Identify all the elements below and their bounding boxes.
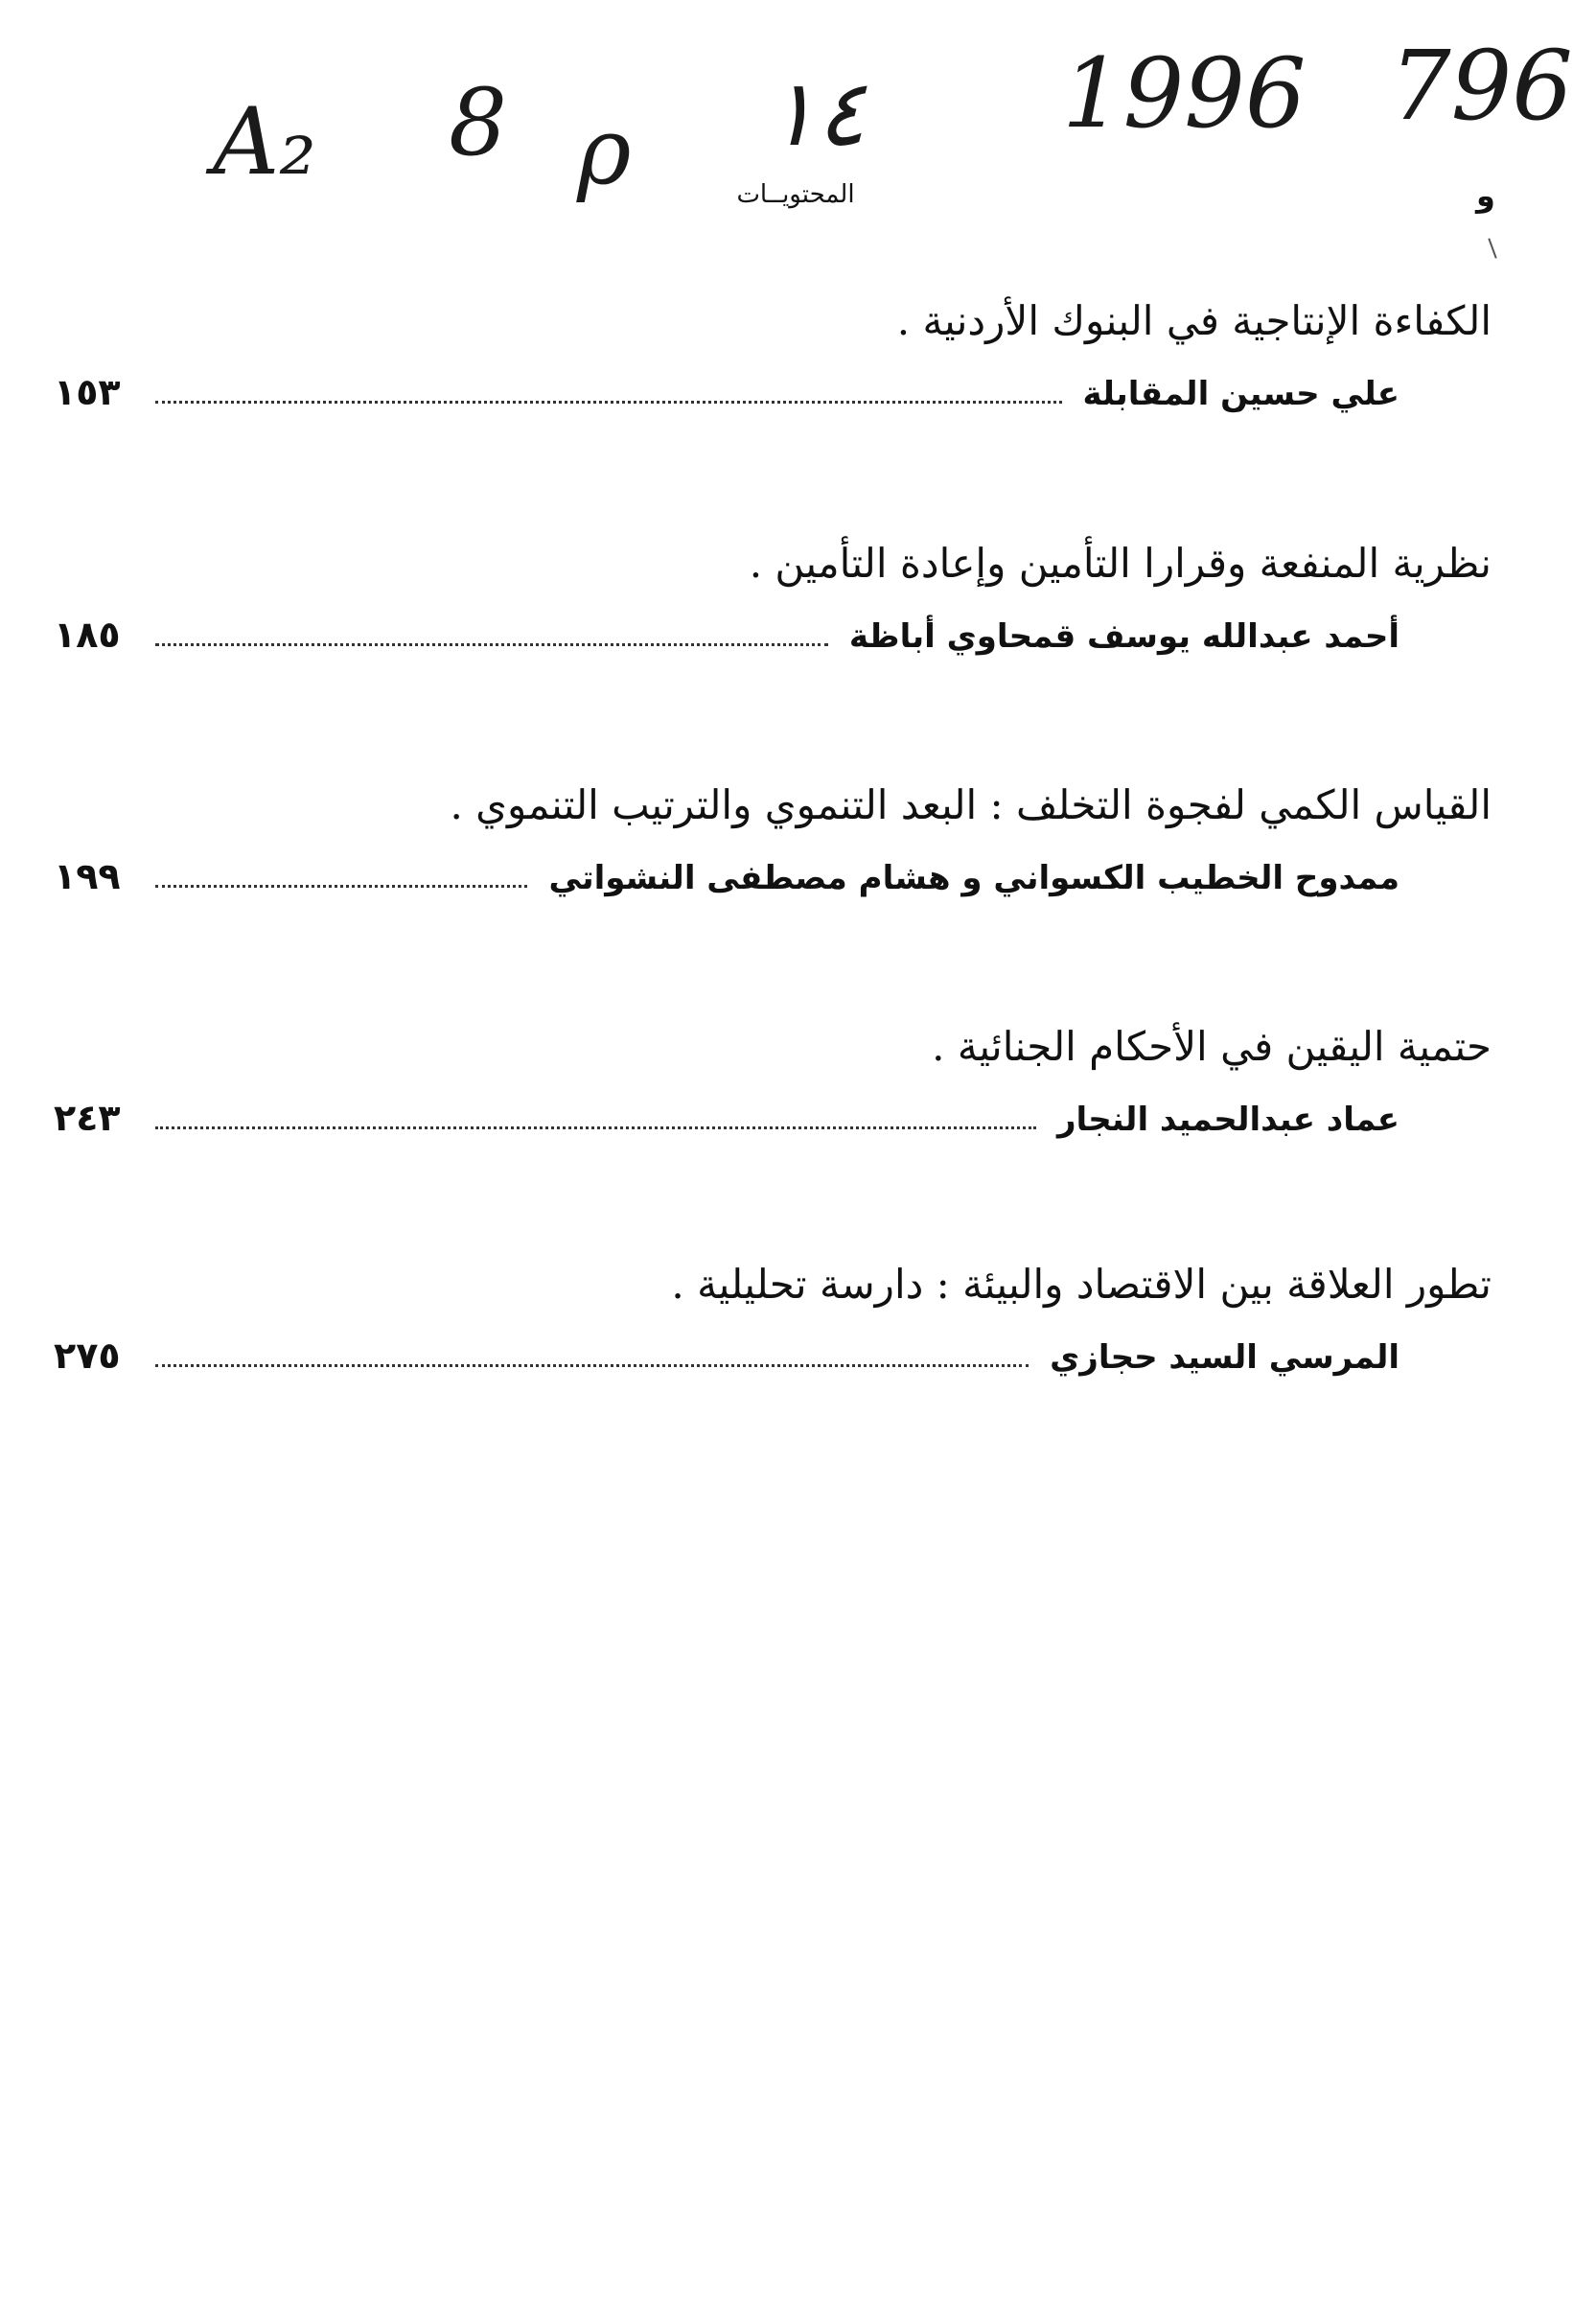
- toc-heading: المحتويــات: [736, 180, 855, 209]
- entry-author: أحمد عبدالله يوسف قمحاوي أباظة: [848, 617, 1399, 656]
- entry-title: حتمية اليقين في الأحكام الجنائية .: [932, 1023, 1492, 1070]
- entry-page-number: ٢٧٥: [54, 1334, 121, 1377]
- entry-author: علي حسين المقابلة: [1082, 375, 1399, 413]
- page-letter: و: [1476, 177, 1495, 214]
- handwritten-one-e: ١٤: [767, 59, 867, 167]
- dot-leader: [155, 1364, 1029, 1367]
- dot-leader: [155, 1126, 1036, 1129]
- entry-title: الكفاءة الإنتاجية في البنوك الأردنية .: [896, 297, 1492, 344]
- entry-page-number: ١٥٣: [54, 371, 121, 413]
- handwritten-year: 1996: [1062, 37, 1307, 150]
- toc-entry: [54, 1256, 1492, 1377]
- handwritten-p: ρ: [577, 98, 632, 205]
- toc-entry: [54, 535, 1492, 656]
- toc-entry: [54, 777, 1492, 897]
- dot-leader: [155, 885, 527, 888]
- entry-page-number: ١٨٥: [54, 614, 121, 656]
- entry-author: عماد عبدالحميد النجار: [1056, 1101, 1399, 1139]
- entry-line: [54, 1097, 1492, 1139]
- toc-entry: [54, 292, 1492, 413]
- handwritten-a2: A₂: [213, 88, 316, 196]
- dot-leader: [155, 643, 828, 646]
- entry-line: [54, 371, 1492, 413]
- entry-line: [54, 855, 1492, 897]
- entry-line: [54, 614, 1492, 656]
- entry-title: تطور العلاقة بين الاقتصاد والبيئة : دارسة تحليلية .: [671, 1261, 1492, 1308]
- handwritten-number: 796: [1390, 30, 1573, 142]
- entry-author: ممدوح الخطيب الكسواني و هشام مصطفى النشواتي: [548, 859, 1399, 897]
- toc-entry: [54, 1018, 1492, 1139]
- entry-line: [54, 1334, 1492, 1377]
- entry-author: المرسي السيد حجازي: [1050, 1338, 1399, 1377]
- page-mark: [1488, 238, 1496, 258]
- entry-page-number: ١٩٩: [54, 855, 121, 897]
- entry-title: نظرية المنفعة وقرارا التأمين وإعادة التأمين .: [749, 540, 1492, 587]
- entry-title: القياس الكمي لفجوة التخلف : البعد التنموي والترتيب التنموي .: [450, 781, 1492, 828]
- entry-page-number: ٢٤٣: [54, 1097, 121, 1139]
- dot-leader: [155, 401, 1062, 404]
- handwritten-eight: 8: [449, 69, 508, 176]
